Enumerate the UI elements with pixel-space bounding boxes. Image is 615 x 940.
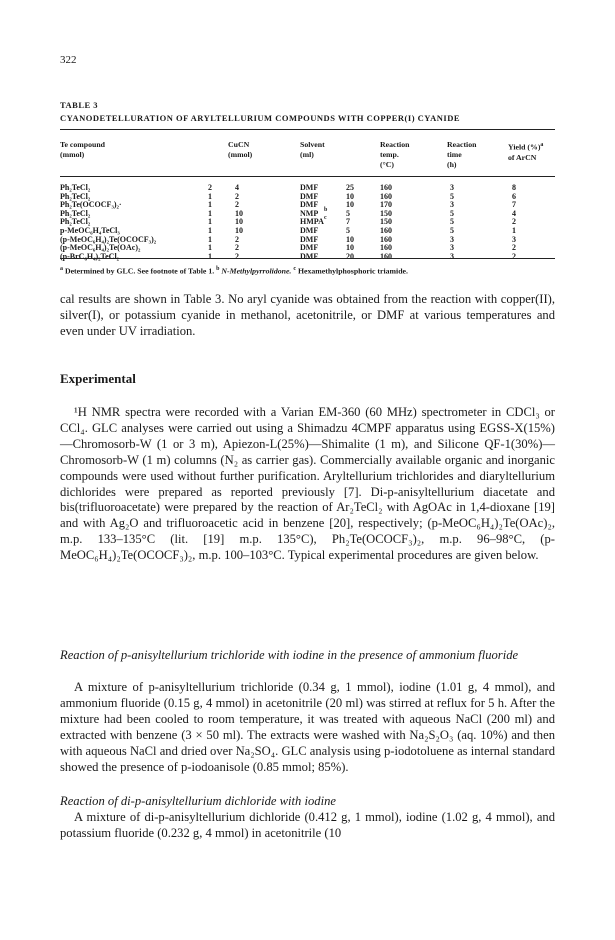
cell-compound: (p-BrC₆H₄)₂TeCl₂ [60,251,120,261]
cell-time: 5 [450,217,454,227]
cell-compound: p-MeOC₆H₄TeCl₃ [60,226,120,235]
cell-solvent: DMF [300,200,319,210]
table-row [60,252,555,262]
cell-ml: 10 [346,191,354,201]
cell-solvent: DMF [300,251,319,261]
cell-ml: 5 [346,226,350,235]
cell-temp: 170 [380,200,392,210]
cell-mmol: 1 [208,208,212,218]
header-time: Reaction time (h) [447,140,477,169]
cell-time: 5 [450,191,454,201]
cell-cucn: 2 [235,200,239,210]
cell-mmol: 1 [208,226,212,235]
cell-mmol: 2 [208,183,212,192]
cell-mmol: 1 [208,217,212,227]
cell-ml: 10 [346,243,354,253]
cell-mmol: 1 [208,191,212,201]
header-cucn: CuCN (mmol) [228,140,253,159]
cell-yield: 8 [512,183,516,192]
cell-solvent: NMP [300,208,319,218]
cell-mmol: 1 [208,234,212,244]
cell-mark: b [324,206,328,213]
subheading-dichloride-iodine: Reaction of di-p-anisyltellurium dichloride with iodine [60,794,336,808]
cell-yield: 4 [512,208,516,218]
cell-ml: 10 [346,200,354,210]
cell-ml: 10 [346,234,354,244]
cell-time: 3 [450,234,454,244]
cell-temp: 160 [380,183,392,192]
cell-compound: (p-MeOC₆H₄)₂Te(OAc)₂ [60,243,141,253]
cell-mark: c [324,215,327,222]
cell-yield: 2 [512,217,516,227]
cell-compound: Ph₂Te(OCOCF₃)₂· [60,200,122,210]
paragraph-procedure-1: A mixture of p-anisyltellurium trichloride (0.34 g, 1 mmol), iodine (1.01 g, 4 mmol), and ammonium fluoride (0.15 g, 4 mmol) in acetonitrile (20 ml) was stirred at reflux for 5 h. After the mixture had been cooled to room temperature, it was treated with aqueous NaCl (200 ml) and extracted with benzene (3 × 50 ml). The extracts were washed with Na₂S₂O₃ (aq. 10%) and then with aqueous NaCl and dried over Na₂SO₄. GLC analysis using p-iodotoluene as internal standard showed the presence of p-iodoanisole (0.85 mmol; 85%). [60,680,555,774]
cell-ml: 7 [346,217,350,227]
header-yield: Yield (%)$^a$ of ArCN [508,142,544,162]
cell-yield: 7 [512,200,516,210]
cell-temp: 160 [380,243,392,253]
header-temp: Reaction temp. (°C) [380,140,410,169]
cell-temp: 160 [380,226,392,235]
cell-mmol: 1 [208,200,212,210]
table-top-rule [60,129,555,130]
cell-cucn: 2 [235,191,239,201]
cell-compound: Ph₂TeCl₂ [60,191,91,201]
cell-solvent: DMF [300,183,319,192]
cell-yield: 2 [512,243,516,253]
header-solvent: Solvent (ml) [300,140,325,159]
section-heading-experimental: Experimental [60,371,136,386]
header-compound: Te compound (mmol) [60,140,105,159]
paragraph-results: cal results are shown in Table 3. No aryl cyanide was obtained from the reaction with copper(II), silver(I), or potassium cyanide in methanol, acetonitrile, or DMF at various temperatures and even under UV irradiation. [60,292,555,338]
cell-cucn: 10 [235,217,243,227]
cell-ml: 25 [346,183,354,192]
cell-ml: 20 [346,251,354,261]
cell-cucn: 10 [235,208,243,218]
paragraph-procedure-2: A mixture of di-p-anisyltellurium dichloride (0.412 g, 1 mmol), iodine (1.02 g, 4 mmol), and potassium fluoride (0.232 g, 4 mmol) in acetonitrile (10 [60,810,555,840]
cell-solvent: DMF [300,243,319,253]
cell-temp: 160 [380,191,392,201]
cell-time: 5 [450,226,454,235]
cell-yield: 6 [512,191,516,201]
subheading-trichloride-iodine: Reaction of p-anisyltellurium trichloride with iodine in the presence of ammonium fluoride [60,648,519,662]
cell-temp: 150 [380,208,392,218]
cell-time: 3 [450,251,454,261]
cell-temp: 160 [380,251,392,261]
cell-yield: 2 [512,251,516,261]
cell-compound: Ph₂TeCl₂ [60,208,91,218]
cell-compound: Ph₂TeCl₂ [60,217,91,227]
cell-time: 3 [450,243,454,253]
cell-cucn: 2 [235,234,239,244]
cell-time: 3 [450,200,454,210]
cell-time: 3 [450,183,454,192]
cell-ml: 5 [346,208,350,218]
cell-yield: 3 [512,234,516,244]
cell-cucn: 2 [235,243,239,253]
cell-solvent: DMF [300,234,319,244]
cell-time: 5 [450,208,454,218]
cell-mmol: 1 [208,251,212,261]
table-bottom-rule [60,258,555,259]
page-number: 322 [60,54,77,66]
table-header-rule [60,176,555,177]
cell-compound: Ph₂TeCl₂ [60,183,91,192]
paragraph-methods: ¹H NMR spectra were recorded with a Varian EM-360 (60 MHz) spectrometer in CDCl₃ or CCl₄. GLC analyses were carried out using a Shimadzu 4CMPF apparatus using EGSS-X(15%)—Chromosorb-W (1 or 3 m), Apiezon-L(25%)—Shimalite (1 m), and Silicone QF-1(30%)—Chromosorb-W (1 m) columns (N₂ as carrier gas). Commercially available organic and inorganic compounds were used without further purification. Aryltellurium trichlorides and diaryltellurium dichlorides were prepared as reported previously [7]. Di-p-anisyltellurium diacetate and bis(trifluoroacetate) were prepared by the reaction of Ar₂TeCl₂ with AgOAc in 1,4-dioxane [19] and with Ag₂O and trifluoroacetic acid in benzene [20], respectively; (p-MeOC₆H₄)₂Te(OAc)₂, m.p. 133–135°C (lit. [19] m.p. 135°C), Ph₂Te(OCOCF₃)₂, m.p. 96–98°C, (p-MeOC₆H₄)₂Te(OCOCF₃)₂, m.p. 100–103°C. Typical experimental procedures are given below. [60,405,555,563]
cell-solvent: HMPA [300,217,324,227]
cell-solvent: DMF [300,226,319,235]
cell-temp: 160 [380,234,392,244]
cell-solvent: DMF [300,191,319,201]
cell-temp: 150 [380,217,392,227]
table-title: CYANODETELLURATION OF ARYLTELLURIUM COMPOUNDS WITH COPPER(I) CYANIDE [60,113,461,123]
cell-yield: 1 [512,226,516,235]
cell-cucn: 2 [235,251,239,261]
table-label: TABLE 3 [60,100,99,110]
cell-mmol: 1 [208,243,212,253]
table-footnotes: $^a$ Determined by GLC. See footnote of Table 1. $^b$ N-Methylpyrrolidone. $^c$ Hexamethylphosphoric triamide. [60,266,408,276]
cell-cucn: 10 [235,226,243,235]
cell-cucn: 4 [235,183,239,192]
cell-compound: (p-MeOC₆H₄)₂Te(OCOCF₃)₂ [60,234,157,244]
